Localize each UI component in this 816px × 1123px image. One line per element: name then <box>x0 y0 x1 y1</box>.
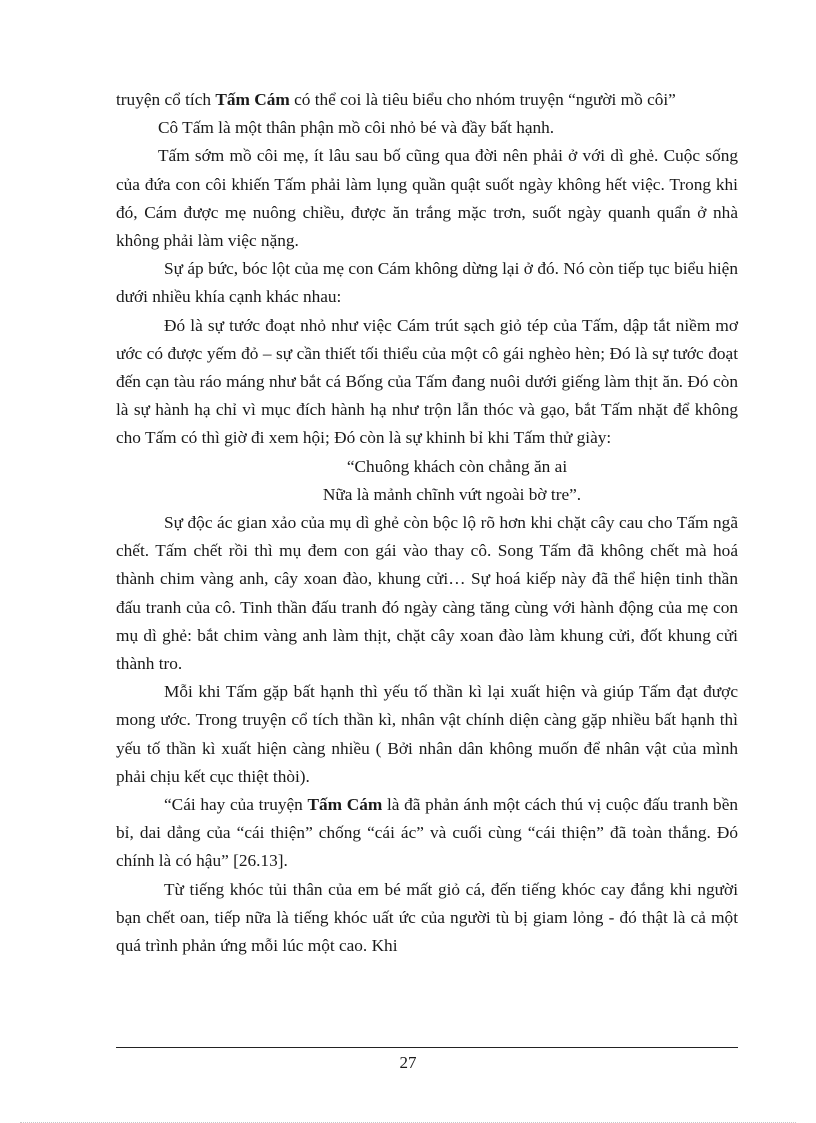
paragraph-1: truyện cổ tích Tấm Cám có thể coi là tiêu biểu cho nhóm truyện “người mồ côi” <box>116 90 676 109</box>
footer-divider <box>116 1047 738 1048</box>
paragraph-3: Tấm sớm mồ côi mẹ, ít lâu sau bố cũng qua đời nên phải ở với dì ghẻ. Cuộc sống của đứa con côi khiến Tấm phải làm lụng quần quật suốt ngày không hết việc. Trong khi đó, Cám được mẹ nuông chiều, được ăn trắng mặc trơn, suốt ngày quanh quẩn ở nhà không phải làm việc nặng. <box>116 146 738 251</box>
document-body <box>116 86 738 960</box>
paragraph-5: Đó là sự tước đoạt nhỏ như việc Cám trút sạch giỏ tép của Tấm, dập tắt niềm mơ ước có được yếm đỏ – sự cần thiết tối thiểu của một cô gái nghèo hèn; Đó là sự tước đoạt đến cạn tàu ráo máng như bắt cá Bống của Tấm đang nuôi dưới giếng làm thịt ăn. Đó còn là sự hành hạ chỉ vì mục đích hành hạ như trộn lẫn thóc và gạo, bắt Tấm nhặt để không cho Tấm có thì giờ đi xem hội; Đó còn là sự khinh bỉ khi Tấm thử giày: <box>116 315 738 448</box>
paragraph-7: Mỗi khi Tấm gặp bất hạnh thì yếu tố thần kì lại xuất hiện và giúp Tấm đạt được mong ước. Trong truyện cổ tích thần kì, nhân vật chính diện càng gặp nhiều bất hạnh thì yếu tố thần kì xuất hiện càng nhiều ( Bởi nhân dân không muốn để nhân vật của mình phải chịu kết cục thiệt thòi). <box>116 682 738 786</box>
bold-title-tam-cam-2: Tấm Cám <box>307 795 383 815</box>
page-number: 27 <box>399 1053 417 1072</box>
paragraph-9: Từ tiếng khóc tủi thân của em bé mất giỏ cá, đến tiếng khóc cay đắng khi người bạn chết oan, tiếp nữa là tiếng khóc uất ức của người tù bị giam lỏng - đó thật là cả một quá trình phản ứng mỗi lúc một cao. Khi <box>116 879 738 956</box>
paragraph-2: Cô Tấm là một thân phận mồ côi nhỏ bé và đầy bất hạnh. <box>158 118 555 138</box>
verse-line-2: Nữa là mảnh chĩnh vứt ngoài bờ tre”. <box>322 484 582 504</box>
paragraph-8: “Cái hay của truyện Tấm Cám là đã phản ánh một cách thú vị cuộc đấu tranh bền bỉ, dai dẳng của “cái thiện” chống “cái ác” và cuối cùng “cái thiện” đã toàn thắng. Đó chính là có hậu” [26.13]. <box>116 795 739 871</box>
paragraph-4: Sự áp bức, bóc lột của mẹ con Cám không dừng lại ở đó. Nó còn tiếp tục biểu hiện dưới nhiều khía cạnh khác nhau: <box>116 259 738 307</box>
paragraph-6: Sự độc ác gian xảo của mụ dì ghẻ còn bộc lộ rõ hơn khi chặt cây cau cho Tấm ngã chết. Tấm chết rồi thì mụ đem con gái vào thay cô. Song Tấm đã không chết mà hoá thành chim vàng anh, cây xoan đào, khung cửi… Sự hoá kiếp này đã thể hiện tinh thần đấu tranh của cô. Tinh thần đấu tranh đó ngày càng tăng cùng với hành động của mẹ con mụ dì ghẻ: bắt chim vàng anh làm thịt, chặt cây xoan đào làm khung cửi, đốt khung cửi thành tro. <box>116 513 738 674</box>
verse-line-1: “Chuông khách còn chẳng ăn ai <box>346 456 568 476</box>
bold-title-tam-cam: Tấm Cám <box>215 90 290 109</box>
